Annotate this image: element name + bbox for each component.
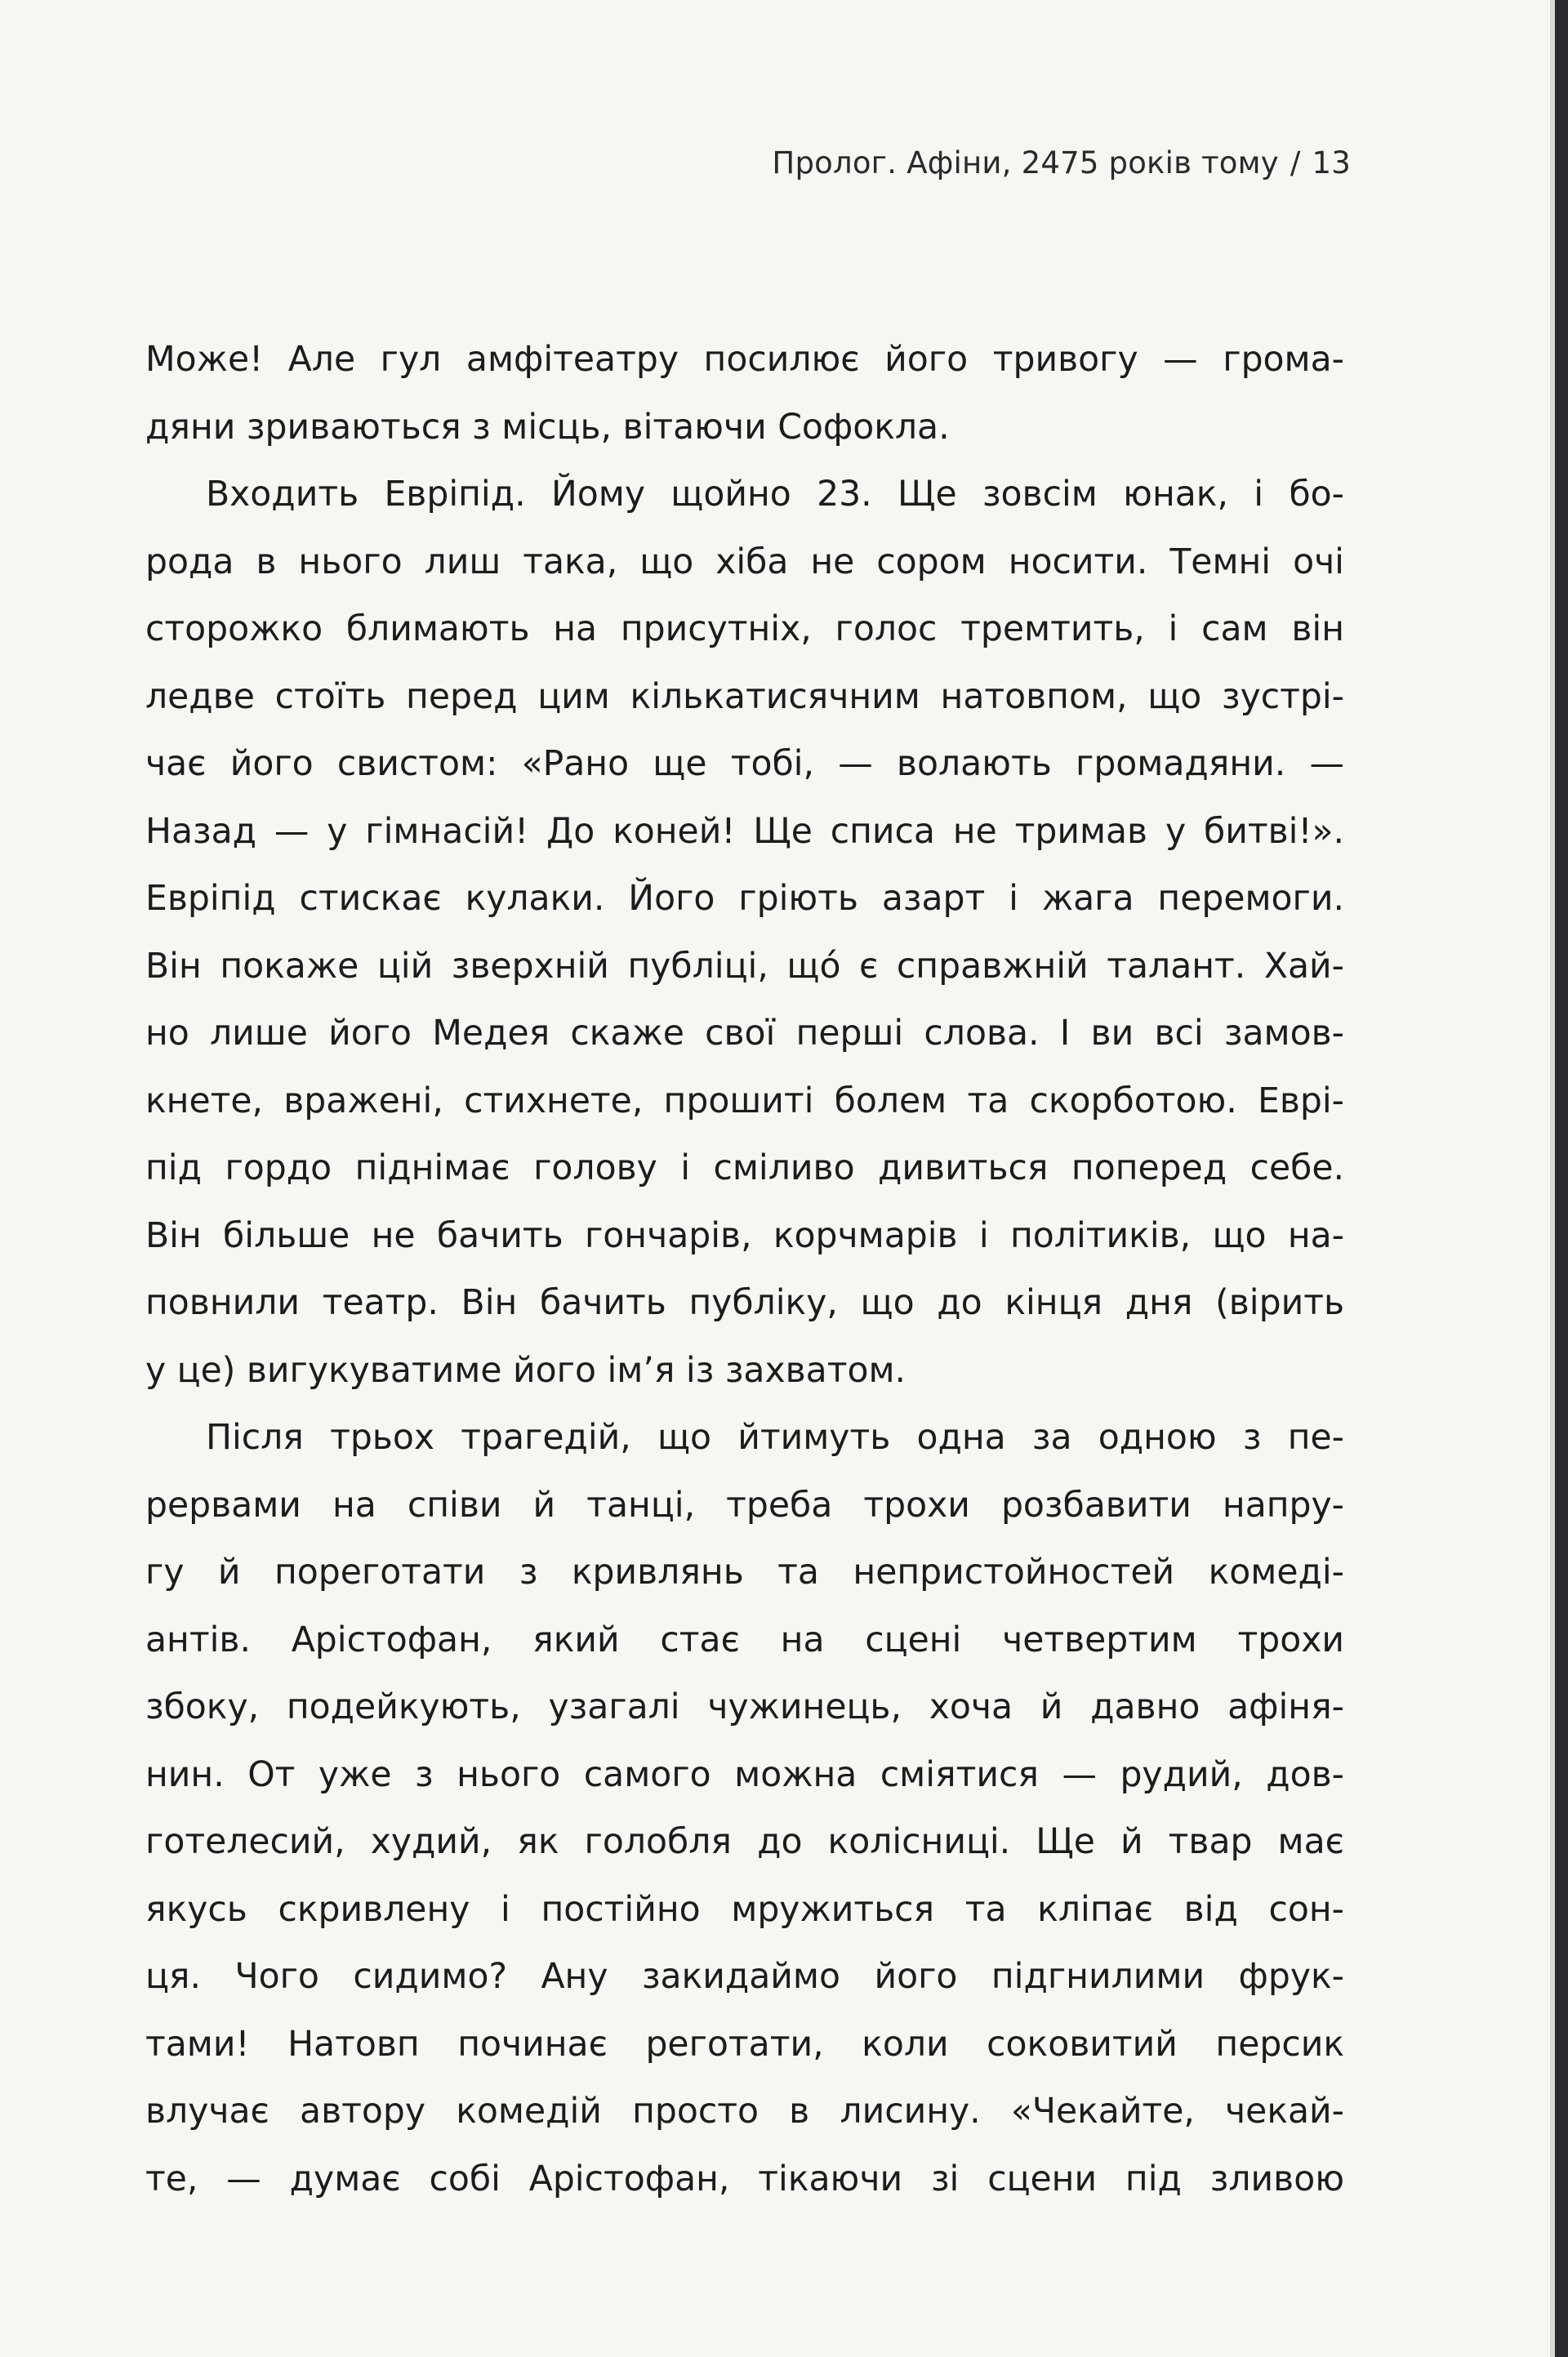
text-line: під гордо піднімає голову і сміливо дивиться поперед себе.: [145, 1148, 1344, 1188]
text-line: тами! Натовп починає реготати, коли соковитий персик: [145, 2024, 1344, 2065]
text-line: Після трьох трагедій, що йтимуть одна за одною з пе-: [206, 1418, 1344, 1458]
text-line: сторожко блимають на присутніх, голос тремтить, і сам він: [145, 609, 1344, 649]
text-line: якусь скривлену і постійно мружиться та кліпає від сон-: [145, 1889, 1344, 1930]
text-line: кнете, вражені, стихнете, прошиті болем та скорботою. Еврі-: [145, 1080, 1344, 1121]
paragraph: [145, 461, 1344, 1405]
book-spine: [1555, 0, 1568, 2357]
text-line: нин. От уже з нього самого можна сміятися — рудий, дов-: [145, 1754, 1344, 1795]
text-line: ця. Чого сидимо? Ану закидаймо його підгнилими фрук-: [145, 1957, 1344, 1997]
running-title: Пролог. Афіни, 2475 років тому: [772, 145, 1279, 180]
running-header: [772, 145, 1351, 180]
text-line: Евріпід стискає кулаки. Його гріють азарт і жага перемоги.: [145, 879, 1344, 919]
text-line: влучає автору комедій просто в лисину. «Чекайте, чекай-: [145, 2092, 1344, 2132]
text-line: те, — думає собі Арістофан, тікаючи зі сцени під зливою: [145, 2159, 1344, 2199]
text-line: чає його свистом: «Рано ще тобі, — волають громадяни. —: [145, 744, 1344, 784]
text-line: антів. Арістофан, який стає на сцені четвертим трохи: [145, 1620, 1344, 1660]
text-line: збоку, подейкують, узагалі чужинець, хоча й давно афіня-: [145, 1687, 1344, 1727]
header-separator: /: [1290, 145, 1301, 180]
text-line: но лише його Медея скаже свої перші слова. І ви всі замов-: [145, 1014, 1344, 1054]
text-line: повнили театр. Він бачить публіку, що до кінця дня (вірить: [145, 1283, 1344, 1323]
text-line: у це) вигукуватиме його ім’я із захватом.: [145, 1350, 906, 1391]
text-line: гу й пореготати з кривлянь та непристойностей комеді-: [145, 1553, 1344, 1593]
text-line: дяни зриваються з місць, вітаючи Софокла.: [145, 407, 950, 448]
paragraph: [145, 1405, 1344, 2213]
text-line: Він покаже цій зверхній публіці, щó є справжній талант. Хай-: [145, 946, 1344, 987]
paragraph: [145, 327, 1344, 461]
text-line: Назад — у гімнасій! До коней! Ще списа не тримав у битві!».: [145, 811, 1344, 852]
text-line: Може! Але гул амфітеатру посилює його тривогу — грома-: [145, 340, 1344, 380]
page-number: 13: [1312, 145, 1351, 180]
text-line: готелесий, худий, як голобля до колісниці. Ще й твар має: [145, 1822, 1344, 1862]
text-line: ледве стоїть перед цим кількатисячним натовпом, що зустрі-: [145, 676, 1344, 717]
text-line: рервами на співи й танці, треба трохи розбавити напру-: [145, 1485, 1344, 1526]
text-line: Він більше не бачить гончарів, корчмарів і політиків, що на-: [145, 1215, 1344, 1256]
text-line: рода в нього лиш така, що хіба не сором носити. Темні очі: [145, 541, 1344, 582]
body-text: [145, 327, 1344, 2213]
text-line: Входить Евріпід. Йому щойно 23. Ще зовсім юнак, і бо-: [206, 475, 1344, 515]
